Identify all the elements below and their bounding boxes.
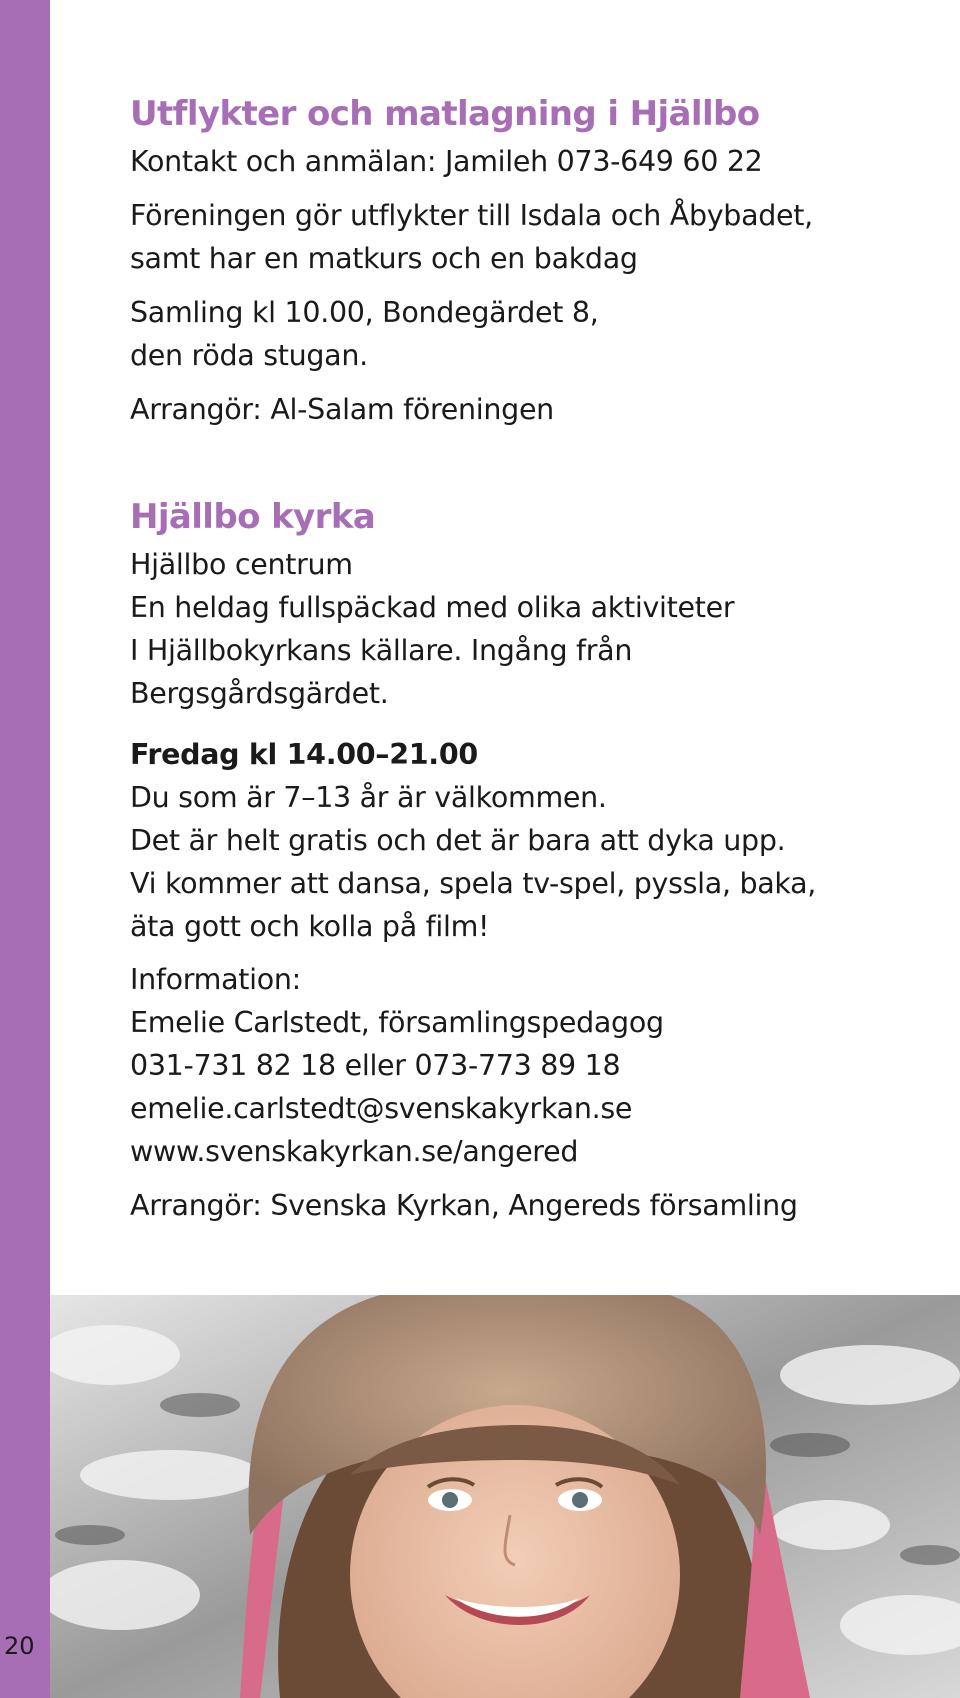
description <box>130 194 910 280</box>
section-heading: Hjällbo kyrka <box>130 497 376 537</box>
organizer-line: Arrangör: Al-Salam föreningen <box>130 393 554 426</box>
description-line: samt har en matkurs och en bakdag <box>130 242 638 275</box>
meeting-line: Samling kl 10.00, Bondegärdet 8, <box>130 296 599 329</box>
details-line: Det är helt gratis och det är bara att dyka upp. <box>130 824 786 857</box>
section-hjallbo-kyrka <box>130 497 910 1227</box>
website-link[interactable]: www.svenskakyrkan.se/angered <box>130 1135 579 1168</box>
location-line: Bergsgårdsgärdet. <box>130 677 389 710</box>
meeting-info <box>130 291 910 377</box>
details-line: Vi kommer att dansa, spela tv-spel, pyssla, baka, <box>130 867 817 900</box>
location-line: Hjällbo centrum <box>130 548 353 581</box>
photo-illustration <box>50 1295 960 1698</box>
description-line: Föreningen gör utflykter till Isdala och Åbybadet, <box>130 199 813 232</box>
section-utflykter <box>130 94 910 431</box>
info-line: Emelie Carlstedt, församlingspedagog <box>130 1006 664 1039</box>
location-line: En heldag fullspäckad med olika aktiviteter <box>130 591 735 624</box>
page-content <box>130 94 910 1238</box>
location-line: I Hjällbokyrkans källare. Ingång från <box>130 634 633 667</box>
winter-portrait-photo <box>50 1295 960 1698</box>
event-details <box>130 733 910 948</box>
section-heading: Utflykter och matlagning i Hjällbo <box>130 94 760 134</box>
meeting-line: den röda stugan. <box>130 339 368 372</box>
email-link[interactable]: emelie.carlstedt@svenskakyrkan.se <box>130 1092 633 1125</box>
details-line: Du som är 7–13 år är välkommen. <box>130 781 607 814</box>
details-line: äta gott och kolla på film! <box>130 910 490 943</box>
location-info <box>130 543 910 715</box>
side-accent-bar <box>0 0 50 1698</box>
page-number: 20 <box>4 1632 35 1660</box>
organizer-line: Arrangör: Svenska Kyrkan, Angereds församling <box>130 1189 798 1222</box>
event-time: Fredag kl 14.00–21.00 <box>130 738 478 771</box>
info-line: Information: <box>130 963 301 996</box>
contact-info <box>130 958 910 1173</box>
contact-line: Kontakt och anmälan: Jamileh 073-649 60 22 <box>130 145 763 178</box>
info-line: 031-731 82 18 eller 073-773 89 18 <box>130 1049 621 1082</box>
